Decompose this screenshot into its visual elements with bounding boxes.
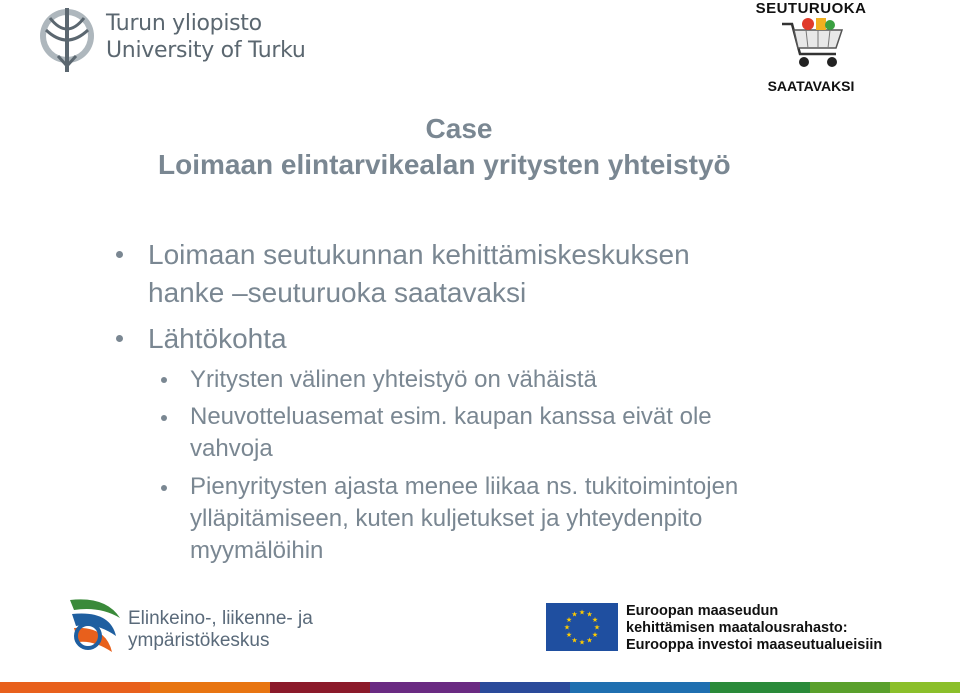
university-emblem-icon <box>36 6 98 74</box>
strip-segment <box>150 682 270 693</box>
subbullet-3-line-1: Pienyritysten ajasta menee liikaa ns. tukitoimintojen <box>190 473 739 500</box>
eu-star-icon: ★ <box>586 611 593 619</box>
eu-flag-icon <box>546 603 618 651</box>
seuturuoka-logo-bottom: SAATAVAKSI <box>767 78 855 94</box>
strip-segment <box>270 682 370 693</box>
ely-logo <box>66 596 313 658</box>
strip-segment <box>810 682 890 693</box>
subbullet-3-line-3: myymälöihin <box>190 537 324 564</box>
ely-name-line-2: ympäristökeskus <box>128 630 270 651</box>
eu-star-icon: ★ <box>563 624 571 632</box>
bullet-1-line-1: Loimaan seutukunnan kehittämiskeskuksen <box>148 239 690 270</box>
strip-segment <box>0 682 150 693</box>
eu-logo <box>546 601 883 655</box>
subbullet-2-line-2: vahvoja <box>190 435 273 462</box>
seuturuoka-logo-top: SEUTURUOKA <box>755 0 867 17</box>
university-name <box>106 10 306 64</box>
strip-segment <box>710 682 810 693</box>
strip-segment <box>370 682 480 693</box>
subbullet-dot <box>161 377 167 383</box>
subbullet-dot <box>161 415 167 421</box>
strip-segment <box>570 682 710 693</box>
slide-title-case: Case <box>425 113 493 144</box>
eu-star-icon: ★ <box>578 609 586 617</box>
eu-star-icon: ★ <box>586 637 593 645</box>
slide-title: Loimaan elintarvikealan yritysten yhteistyö <box>158 149 731 180</box>
strip-segment <box>890 682 960 693</box>
eu-star-icon: ★ <box>591 617 599 624</box>
eu-star-icon: ★ <box>571 611 578 619</box>
ely-emblem-icon <box>66 596 124 656</box>
eu-star-icon: ★ <box>591 632 599 639</box>
university-logo <box>36 6 306 76</box>
university-name-en: University of Turku <box>106 38 306 63</box>
eu-fund-line-1: Euroopan maaseudun <box>626 603 779 619</box>
university-name-fi: Turun yliopisto <box>106 11 262 36</box>
eu-star-icon: ★ <box>571 637 578 645</box>
subbullet-2-line-1: Neuvotteluasemat esim. kaupan kanssa eivät ole <box>190 403 712 430</box>
strip-segment <box>480 682 570 693</box>
bullet-dot <box>116 335 123 342</box>
subbullet-1-line-1: Yritysten välinen yhteistyö on vähäistä <box>190 366 597 393</box>
subbullet-dot <box>161 485 167 491</box>
eu-fund-text <box>626 603 882 654</box>
subbullet-3-line-2: ylläpitämiseen, kuten kuljetukset ja yhteydenpito <box>190 505 703 532</box>
shopping-cart-icon <box>778 18 848 76</box>
eu-star-icon: ★ <box>578 639 586 647</box>
footer-color-strip <box>0 682 960 693</box>
bullet-1-line-2: hanke –seuturuoka saatavaksi <box>148 277 527 308</box>
seuturuoka-logo <box>748 0 874 98</box>
eu-star-icon: ★ <box>565 617 573 624</box>
ely-name <box>128 608 313 652</box>
bullet-2-line-1: Lähtökohta <box>148 323 287 354</box>
eu-star-icon: ★ <box>593 624 601 632</box>
eu-fund-line-3: Eurooppa investoi maaseutualueisiin <box>626 637 883 653</box>
eu-fund-line-2: kehittämisen maatalousrahasto: <box>626 620 848 636</box>
bullet-dot <box>116 251 123 258</box>
eu-star-icon: ★ <box>565 632 573 639</box>
ely-name-line-1: Elinkeino-, liikenne- ja <box>128 608 313 629</box>
